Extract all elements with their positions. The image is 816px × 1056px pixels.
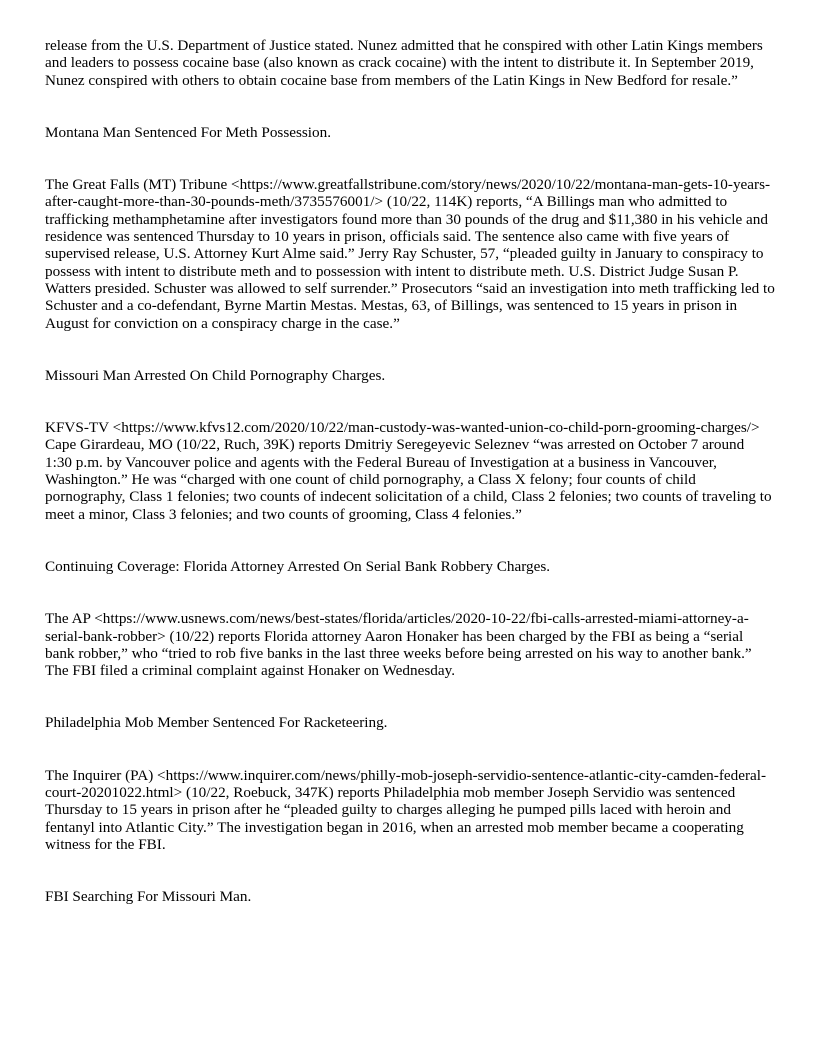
paragraph-missouri-child-porn: KFVS-TV <https://www.kfvs12.com/2020/10/22/man-custody-was-wanted-union-co-child-porn-grooming-charges/> Cape Girardeau, MO (10/22, Ruch, 39K) reports Dmitriy Seregeyevic Seleznev “was arrested on October 7 around 1:30 p.m. by Vancouver police and agents with the Federal Bureau of Investigation at a business in Vancouver, Washington.” He was “charged with one count of child pornography, a Class X felony; four counts of child pornography, Class 1 felonies; two counts of indecent solicitation of a child, Class 2 felonies; two counts of traveling to meet a minor, Class 3 felonies; and two counts of grooming, Class 4 felonies.” [45,419,772,523]
paragraph-montana-meth: The Great Falls (MT) Tribune <https://www.greatfallstribune.com/story/news/2020/10/22/montana-man-gets-10-years-after-caught-more-than-30-pounds-meth/3735576001/> (10/22, 114K) reports, “A Billings man who admitted to trafficking methamphetamine after investigators found more than 30 pounds of the drug and $11,380 in his vehicle and residence was sentenced Thursday to 10 years in prison, officials said. The sentence also came with five years of supervised release, U.S. Attorney Kurt Alme said.” Jerry Ray Schuster, 57, “pleaded guilty in January to conspiracy to possess with intent to distribute meth and to possession with intent to distribute meth. U.S. District Judge Susan P. Watters presided. Schuster was allowed to self surrender.” Prosecutors “said an investigation into meth trafficking led to Schuster and a co-defendant, Byrne Martin Mestas. Mestas, 63, of Billings, was sentenced to 15 years in prison in August for conviction on a conspiracy charge in the case.” [45,176,775,332]
document-page [45,37,775,906]
paragraph-florida-attorney: The AP <https://www.usnews.com/news/best-states/florida/articles/2020-10-22/fbi-calls-arrested-miami-attorney-a-serial-bank-robber> (10/22) reports Florida attorney Aaron Honaker has been charged by the FBI as being a “serial bank robber,” who “tried to rob five banks in the last three weeks before being arrested on his way to another bank.” The FBI filed a criminal complaint against Honaker on Wednesday. [45,610,752,680]
paragraph-philadelphia-mob: The Inquirer (PA) <https://www.inquirer.com/news/philly-mob-joseph-servidio-sentence-atlantic-city-camden-federal-court-20201022.html> (10/22, Roebuck, 347K) reports Philadelphia mob member Joseph Servidio was sentenced Thursday to 15 years in prison after he “pleaded guilty to charges alleging he pumped pills laced with heroin and fentanyl into Atlantic City.” The investigation began in 2016, when an arrested mob member became a cooperating witness for the FBI. [45,766,767,853]
heading-philadelphia-mob: Philadelphia Mob Member Sentenced For Racketeering. [45,714,388,732]
heading-missouri-child-porn: Missouri Man Arrested On Child Pornography Charges. [45,366,386,384]
heading-fbi-missouri-man: FBI Searching For Missouri Man. [45,888,252,906]
heading-montana-meth: Montana Man Sentenced For Meth Possession. [45,123,332,141]
paragraph-nunez-conclusion: release from the U.S. Department of Justice stated. Nunez admitted that he conspired with other Latin Kings members and leaders to possess cocaine base (also known as crack cocaine) with the intent to distribute it. In September 2019, Nunez conspired with others to obtain cocaine base from members of the Latin Kings in New Bedford for resale.” [45,37,763,89]
heading-florida-attorney: Continuing Coverage: Florida Attorney Arrested On Serial Bank Robbery Charges. [45,557,551,575]
